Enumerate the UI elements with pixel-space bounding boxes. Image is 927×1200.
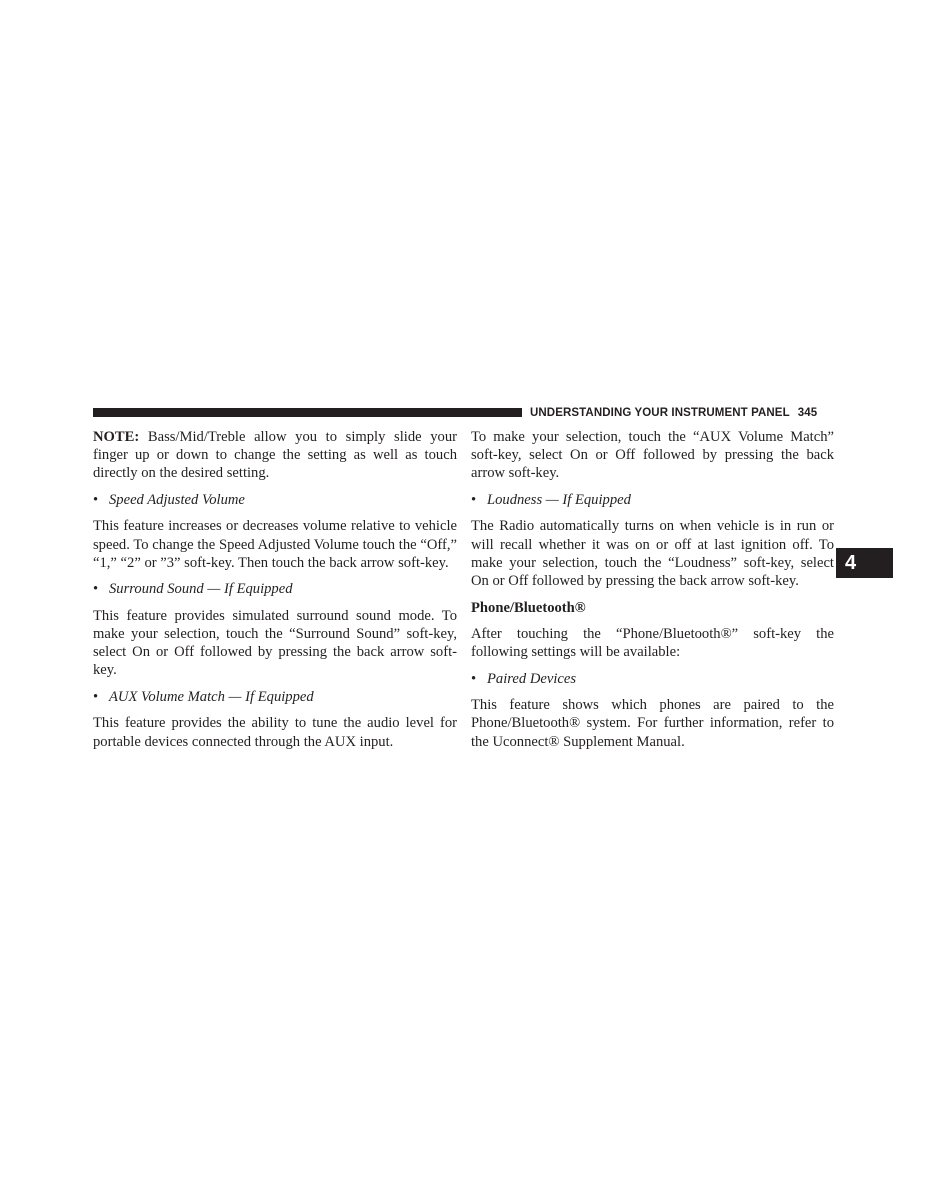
bullet-paired-devices xyxy=(471,670,834,688)
bullet-label: Surround Sound — If Equipped xyxy=(109,581,293,598)
bullet-loudness xyxy=(471,491,834,509)
left-column xyxy=(93,428,457,759)
note-text: Bass/Mid/Treble allow you to simply slide your finger up or down to change the setting as well as touch directly on the desired setting. xyxy=(93,429,457,482)
page-number: 345 xyxy=(797,407,818,419)
paragraph-phone-bluetooth: After touching the “Phone/Bluetooth®” soft-key the following settings will be available: xyxy=(471,626,834,661)
bullet-label: Paired Devices xyxy=(487,670,577,687)
bullet-label: AUX Volume Match — If Equipped xyxy=(109,688,314,705)
section-title: UNDERSTANDING YOUR INSTRUMENT PANEL xyxy=(530,407,790,419)
paragraph-surround-sound: This feature provides simulated surround sound mode. To make your selection, touch the “Surround Sound” soft-key, select On or Off followed by pressing the back arrow soft-key. xyxy=(93,607,457,679)
bullet-aux-volume-match xyxy=(93,688,457,706)
bullet-dot: • xyxy=(471,670,477,687)
paragraph-aux-volume-match: This feature provides the ability to tune the audio level for portable devices connected through the AUX input. xyxy=(93,715,457,750)
note-paragraph xyxy=(93,428,457,483)
note-label: NOTE: xyxy=(93,429,140,445)
bullet-label: Speed Adjusted Volume xyxy=(109,491,245,508)
bullet-dot: • xyxy=(93,688,99,705)
bullet-label: Loudness — If Equipped xyxy=(487,491,631,508)
right-column xyxy=(471,428,834,759)
bullet-dot: • xyxy=(471,491,477,508)
bullet-dot: • xyxy=(93,581,99,598)
header-rule xyxy=(93,408,522,417)
paragraph-speed-adjusted-volume: This feature increases or decreases volume relative to vehicle speed. To change the Speed Adjusted Volume touch the “Off,” “1,” “2” or ”3” soft-key. Then touch the back arrow soft-key. xyxy=(93,518,457,571)
paragraph-paired-devices: This feature shows which phones are paired to the Phone/Bluetooth® system. For further information, refer to the Uconnect® Supplement Manual. xyxy=(471,697,834,750)
running-header xyxy=(530,405,835,421)
bullet-speed-adjusted-volume xyxy=(93,491,457,509)
subheading-phone-bluetooth: Phone/Bluetooth® xyxy=(471,599,586,616)
bullet-dot: • xyxy=(93,491,99,508)
chapter-tab: 4 xyxy=(836,548,893,578)
paragraph-loudness: The Radio automatically turns on when vehicle is in run or will recall whether it was on or off at last ignition off. To make your selection, touch the “Loudness” soft-key, select On or Off followed by pressing the back arrow soft-key. xyxy=(471,518,834,590)
paragraph-aux-selection: To make your selection, touch the “AUX Volume Match” soft-key, select On or Off followed by pressing the back arrow soft-key. xyxy=(471,429,834,482)
bullet-surround-sound xyxy=(93,580,457,598)
